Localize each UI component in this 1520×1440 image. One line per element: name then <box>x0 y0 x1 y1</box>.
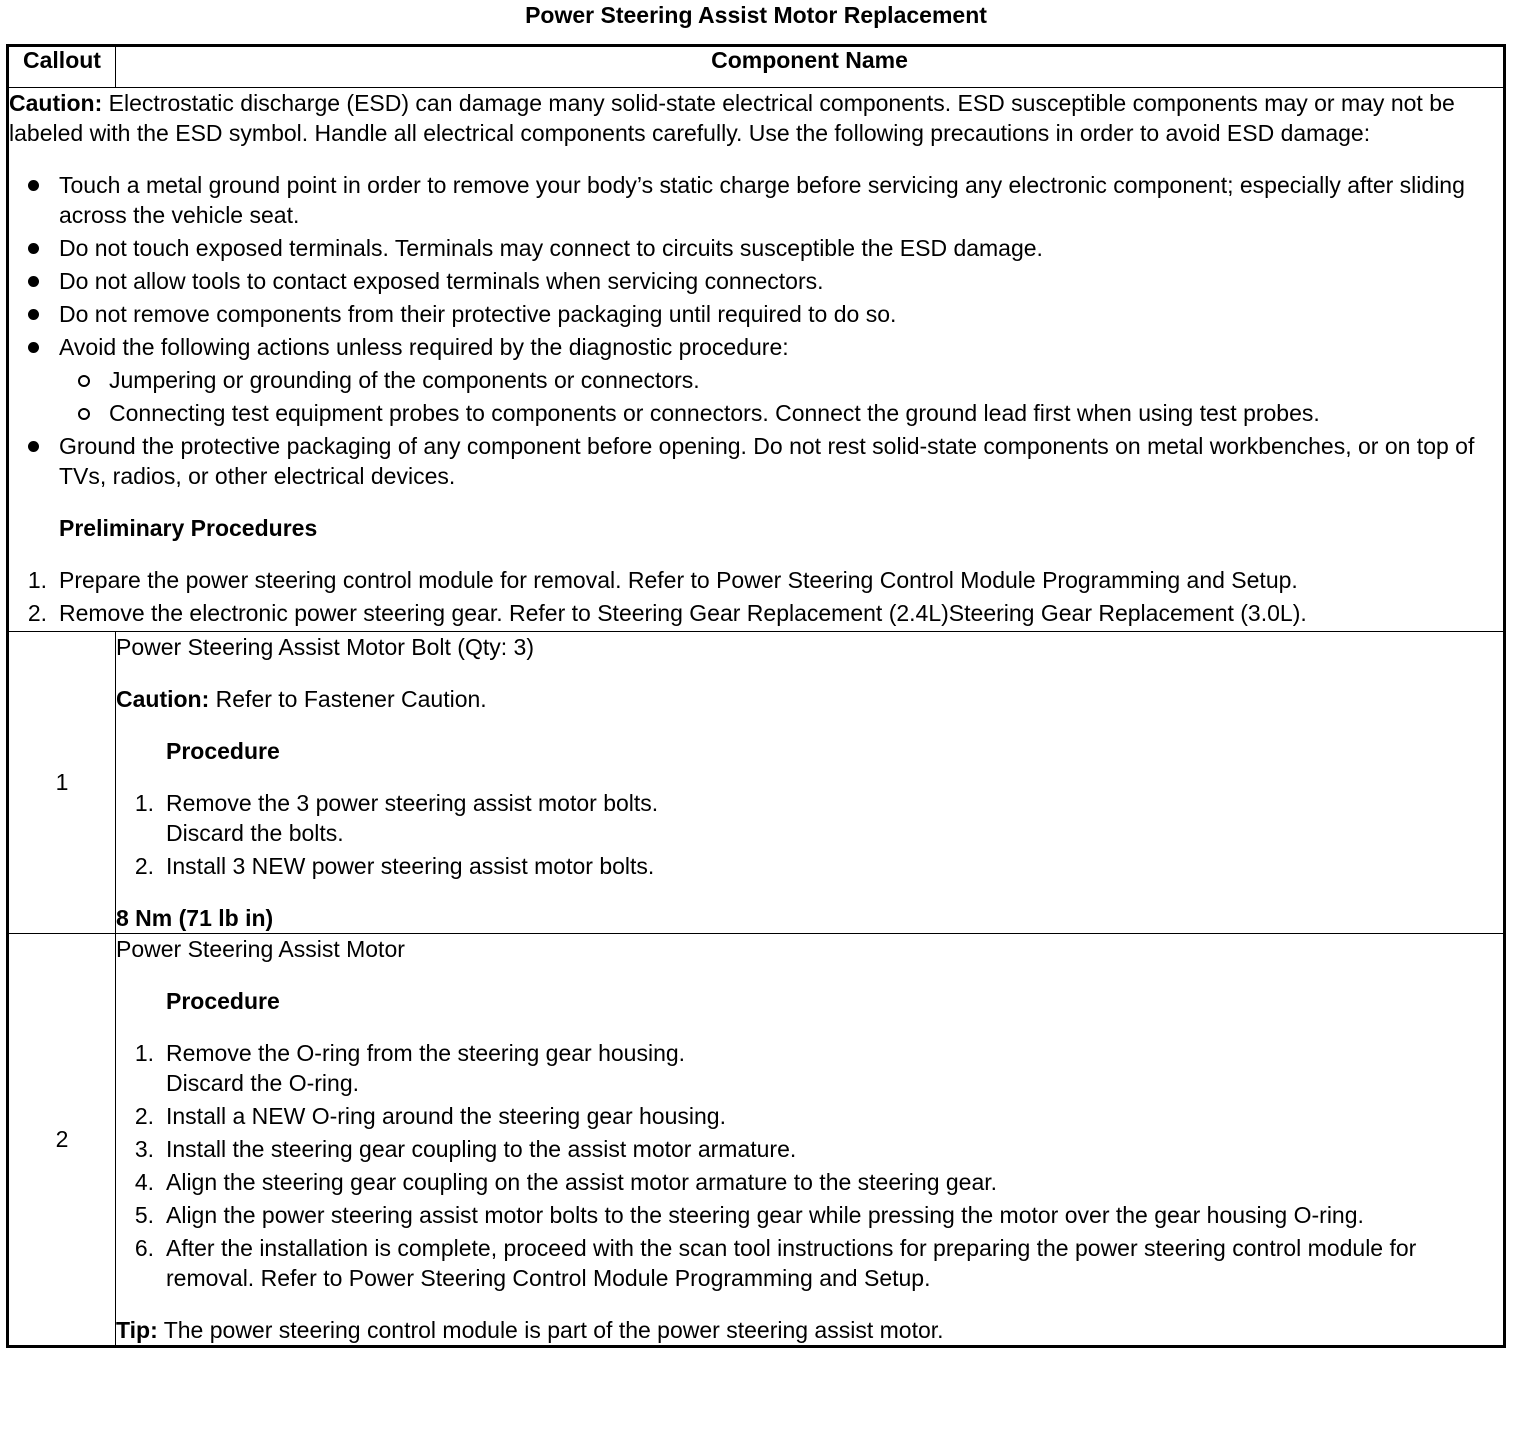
esd-caution <box>9 88 1503 148</box>
sub-list-item: Connecting test equipment probes to components or connectors. Connect the ground lead first when using test probes. <box>59 398 1503 428</box>
procedure-heading: Procedure <box>166 738 280 764</box>
step-item: 3. Install the steering gear coupling to the assist motor armature. <box>134 1136 797 1162</box>
step-item: 1. Prepare the power steering control module for removal. Refer to Power Steering Control Module Programming and Setup. <box>27 567 1298 593</box>
torque-spec: 8 Nm (71 lb in) <box>116 905 274 931</box>
step-item: 1. Remove the O-ring from the steering gear housing. Discard the O-ring. <box>134 1040 686 1096</box>
bullet-icon <box>28 180 39 191</box>
list-item: Do not allow tools to contact exposed terminals when servicing connectors. <box>9 266 1503 296</box>
procedure-table <box>6 44 1506 1348</box>
esd-precautions-list <box>9 170 1503 491</box>
fastener-caution: Caution: Refer to Fastener Caution. <box>116 686 487 712</box>
step-item: 1. Remove the 3 power steering assist motor bolts. Discard the bolts. <box>134 790 659 846</box>
callout-cell: 1 <box>8 632 116 934</box>
intro-row <box>8 88 1505 632</box>
callout-header: Callout <box>8 46 116 88</box>
table-row <box>8 934 1505 1347</box>
caution-text: Electrostatic discharge (ESD) can damage many solid-state electrical components. ESD susceptible components may or may not be labeled with the ESD symbol. Handle all electrical components carefully. Use the following precautions in order to avoid ESD damage: <box>9 90 1455 146</box>
bullet-icon <box>28 309 39 320</box>
step-item: 2. Install 3 NEW power steering assist motor bolts. <box>134 853 655 879</box>
sub-list-item: Jumpering or grounding of the components or connectors. <box>59 365 1503 395</box>
callout-cell: 2 <box>8 934 116 1347</box>
list-item: Avoid the following actions unless required by the diagnostic procedure: Jumpering or grounding of the components or connectors. Connecting test equipment probes to components or connectors. Connect the ground lead first when using test probes. <box>9 332 1503 428</box>
list-item: Do not touch exposed terminals. Terminals may connect to circuits susceptible the ESD damage. <box>9 233 1503 263</box>
list-item: Ground the protective packaging of any component before opening. Do not rest solid-state components on metal workbenches, or on top of TVs, radios, or other electrical devices. <box>9 431 1503 491</box>
component-name: Power Steering Assist Motor Bolt (Qty: 3) <box>116 634 534 660</box>
step-item: 2. Remove the electronic power steering gear. Refer to Steering Gear Replacement (2.4L)Steering Gear Replacement (3.0L). <box>27 600 1307 626</box>
prelim-steps <box>9 565 1503 628</box>
table-row <box>8 632 1505 934</box>
bullet-icon <box>28 441 39 452</box>
step-item: 6. After the installation is complete, proceed with the scan tool instructions for preparing the power steering control module for removal. Refer to Power Steering Control Module Programming and Setup. <box>134 1235 1417 1291</box>
tip-note: Tip: The power steering control module is part of the power steering assist motor. <box>116 1317 944 1343</box>
procedure-steps <box>116 788 1503 881</box>
intro-cell <box>8 88 1505 632</box>
component-cell <box>116 632 1505 934</box>
component-name: Power Steering Assist Motor <box>116 936 405 962</box>
list-item: Touch a metal ground point in order to remove your body’s static charge before servicing any electronic component; especially after sliding across the vehicle seat. <box>9 170 1503 230</box>
sub-list <box>59 365 1503 428</box>
component-cell <box>116 934 1505 1347</box>
caution-label: Caution: <box>9 90 103 116</box>
procedure-steps <box>116 1038 1503 1293</box>
step-item: 4. Align the steering gear coupling on the assist motor armature to the steering gear. <box>134 1169 998 1195</box>
hollow-bullet-icon <box>78 375 90 387</box>
bullet-icon <box>28 342 39 353</box>
step-item: 5. Align the power steering assist motor bolts to the steering gear while pressing the motor over the gear housing O-ring. <box>134 1202 1364 1228</box>
step-item: 2. Install a NEW O-ring around the steering gear housing. <box>134 1103 726 1129</box>
prelim-heading: Preliminary Procedures <box>59 515 318 541</box>
bullet-icon <box>28 276 39 287</box>
header-row <box>8 46 1505 88</box>
hollow-bullet-icon <box>78 408 90 420</box>
component-header: Component Name <box>116 46 1505 88</box>
bullet-icon <box>28 243 39 254</box>
procedure-heading: Procedure <box>166 988 280 1014</box>
page-title: Power Steering Assist Motor Replacement <box>525 2 987 28</box>
list-item: Do not remove components from their protective packaging until required to do so. <box>9 299 1503 329</box>
